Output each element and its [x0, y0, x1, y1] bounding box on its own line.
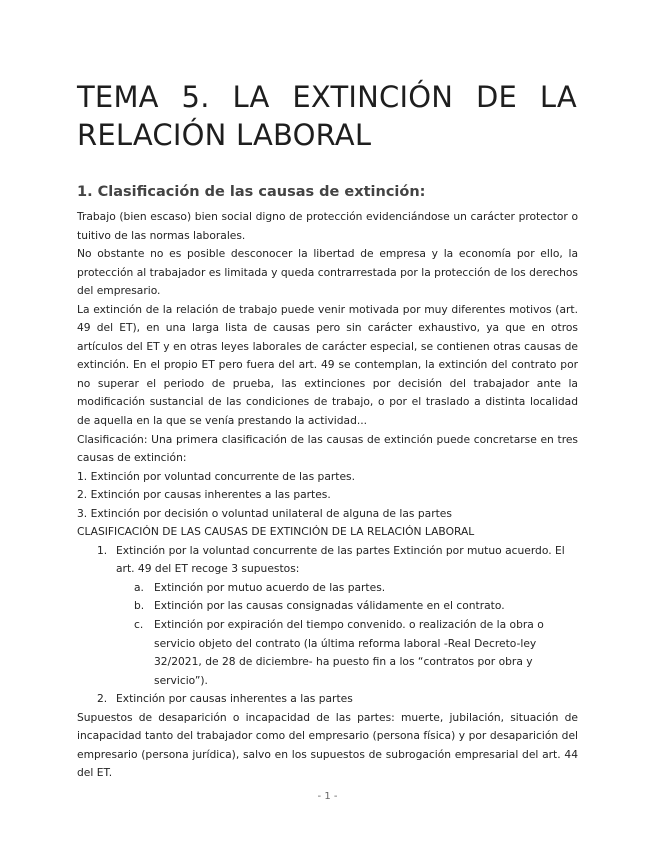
sublist-item-text: Extinción por expiración del tiempo convenido. o realización de la obra o servicio objeto del contrato (la última reforma laboral -Real Decreto-ley 32/2021, de 28 de diciembre- ha puesto fin a los “contratos por obra y servicio”). [154, 618, 544, 687]
paragraph: Trabajo (bien escaso) bien social digno de protección evidenciándose un carácter protector o tuitivo de las normas laborales. [77, 210, 578, 242]
numbered-list [77, 542, 578, 579]
sublist-letter: c. [134, 618, 144, 632]
sublist-item [77, 579, 578, 598]
classification-heading: CLASIFICACIÓN DE LAS CAUSAS DE EXTINCIÓN DE LA RELACIÓN LABORAL [77, 525, 475, 539]
title-word: EXTINCIÓN [292, 80, 454, 114]
sublist-item [77, 616, 578, 690]
list-item-text: Extinción por la voluntad concurrente de las partes Extinción por mutuo acuerdo. El art. 49 del ET recoge 3 supuestos: [116, 543, 565, 576]
paragraph: Clasificación: Una primera clasificación de las causas de extinción puede concretarse en tres causas de extinción: [77, 432, 578, 465]
title-line-2: RELACIÓN LABORAL [77, 118, 372, 152]
title-word: DE [475, 80, 518, 114]
list-number: 1. [97, 543, 108, 557]
section-heading: 1. Clasificación de las causas de extinción: [77, 184, 426, 200]
page-title [77, 78, 577, 154]
list-number: 2. [97, 692, 108, 706]
title-word: TEMA [77, 80, 159, 114]
sublist-item-text: Extinción por las causas consignadas válidamente en el contrato. [154, 599, 505, 613]
lettered-sublist [77, 579, 578, 690]
closing-paragraph: Supuestos de desaparición o incapacidad de las partes: muerte, jubilación, situación de incapacidad tanto del trabajador como del empresario (persona física) y por desaparición del empresario (persona jurídica), salvo en los supuestos de subrogación empresarial del art. 44 del ET. [77, 710, 578, 780]
paragraph: La extinción de la relación de trabajo puede venir motivada por muy diferentes motivos (art. 49 del ET), en una larga lista de causas pero sin carácter exhaustivo, ya que en otros artículos del ET y en otras leyes laborales de carácter especial, se contienen otras causas de extinción. En el propio ET pero fuera del art. 49 se contemplan, la extinción del contrato por no superar el periodo de prueba, las extinciones por decisión del trabajador ante la modificación sustancial de las condiciones de trabajo, o por el traslado a distinta localidad de aquella en la que se venía prestando la actividad... [77, 302, 578, 428]
list-item: 3. Extinción por decisión o voluntad unilateral de alguna de las partes [77, 506, 452, 520]
list-item: 1. Extinción por voluntad concurrente de las partes. [77, 469, 355, 483]
paragraph: No obstante no es posible desconocer la libertad de empresa y la economía por ello, la protección al trabajador es limitada y queda contrarrestada por la protección de los derechos del empresario. [77, 247, 578, 298]
document-body [77, 208, 578, 783]
list-item: 2. Extinción por causas inherentes a las partes. [77, 488, 331, 502]
sublist-letter: a. [134, 580, 144, 594]
title-word: LA [232, 80, 270, 114]
title-word: LA [539, 80, 577, 114]
sublist-letter: b. [134, 599, 145, 613]
sublist-item [77, 597, 578, 616]
sublist-item-text: Extinción por mutuo acuerdo de las partes. [154, 580, 386, 594]
title-word: 5. [181, 80, 210, 114]
numbered-list-continued [77, 690, 578, 709]
list-item-text: Extinción por causas inherentes a las partes [116, 692, 353, 706]
page-number: - 1 - [317, 791, 338, 802]
numbered-list-item [77, 690, 578, 709]
numbered-list-item [77, 542, 578, 579]
title-line-1 [77, 78, 577, 116]
